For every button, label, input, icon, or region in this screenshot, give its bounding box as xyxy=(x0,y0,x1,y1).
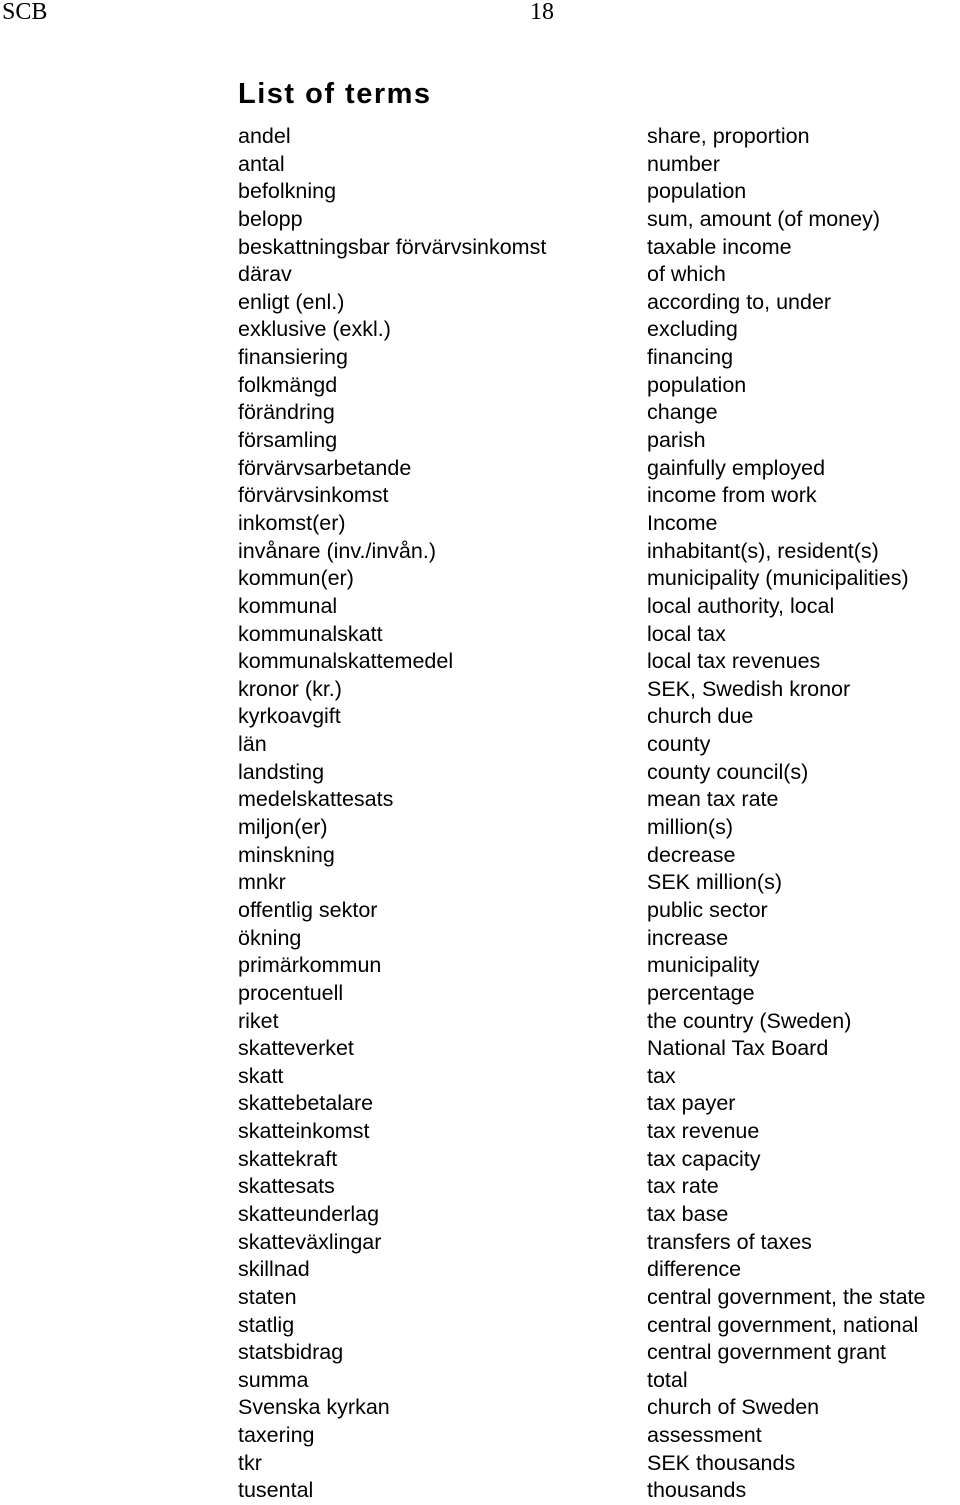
swedish-term: finansiering xyxy=(238,345,348,370)
english-translation: SEK million(s) xyxy=(647,870,782,895)
term-row xyxy=(0,703,960,731)
english-translation: public sector xyxy=(647,897,768,922)
english-translation: central government, national xyxy=(647,1312,919,1337)
english-translation: local tax xyxy=(647,621,726,646)
english-translation: transfers of taxes xyxy=(647,1229,812,1254)
swedish-term: procentuell xyxy=(238,980,344,1005)
english-translation: municipality xyxy=(647,953,760,978)
swedish-term: skatteverket xyxy=(238,1036,354,1061)
english-translation: SEK thousands xyxy=(647,1450,796,1475)
swedish-term: inkomst(er) xyxy=(238,510,346,535)
term-row xyxy=(0,952,960,980)
swedish-term: skatteunderlag xyxy=(238,1201,380,1226)
swedish-term: skatteinkomst xyxy=(238,1119,370,1144)
english-translation: excluding xyxy=(647,317,738,342)
english-translation: tax payer xyxy=(647,1091,736,1116)
term-row xyxy=(0,814,960,842)
english-translation: parish xyxy=(647,428,706,453)
swedish-term: kommun(er) xyxy=(238,566,354,591)
swedish-term: beskattningsbar förvärvsinkomst xyxy=(238,234,547,259)
swedish-term: taxering xyxy=(238,1423,315,1448)
swedish-term: skatteväxlingar xyxy=(238,1229,382,1254)
term-row xyxy=(0,565,960,593)
swedish-term: exklusive (exkl.) xyxy=(238,317,391,342)
english-translation: increase xyxy=(647,925,729,950)
english-translation: financing xyxy=(647,345,734,370)
term-row xyxy=(0,842,960,870)
swedish-term: kommunalskattemedel xyxy=(238,649,454,674)
term-row xyxy=(0,1339,960,1367)
english-translation: according to, under xyxy=(647,289,832,314)
term-row xyxy=(0,1450,960,1478)
english-translation: church of Sweden xyxy=(647,1395,820,1420)
swedish-term: förändring xyxy=(238,400,335,425)
term-row xyxy=(0,869,960,897)
swedish-term: tusental xyxy=(238,1478,314,1503)
term-row xyxy=(0,759,960,787)
term-row xyxy=(0,1146,960,1174)
term-row xyxy=(0,234,960,262)
term-row xyxy=(0,1229,960,1257)
term-row xyxy=(0,1284,960,1312)
term-row xyxy=(0,1173,960,1201)
english-translation: number xyxy=(647,151,720,176)
swedish-term: förvärvsarbetande xyxy=(238,455,412,480)
term-row xyxy=(0,427,960,455)
term-row xyxy=(0,1394,960,1422)
page-title: List of terms xyxy=(238,78,432,110)
english-translation: tax xyxy=(647,1063,676,1088)
english-translation: taxable income xyxy=(647,234,792,259)
term-row xyxy=(0,399,960,427)
swedish-term: minskning xyxy=(238,842,335,867)
swedish-term: kronor (kr.) xyxy=(238,676,342,701)
term-row xyxy=(0,455,960,483)
term-row xyxy=(0,1256,960,1284)
english-translation: local authority, local xyxy=(647,593,835,618)
swedish-term: befolkning xyxy=(238,179,337,204)
english-translation: local tax revenues xyxy=(647,649,821,674)
term-row xyxy=(0,648,960,676)
swedish-term: statlig xyxy=(238,1312,295,1337)
swedish-term: skattesats xyxy=(238,1174,335,1199)
term-row xyxy=(0,261,960,289)
english-translation: million(s) xyxy=(647,815,733,840)
term-row xyxy=(0,123,960,151)
term-row xyxy=(0,1367,960,1395)
page-header xyxy=(0,0,960,28)
term-row xyxy=(0,621,960,649)
english-translation: tax capacity xyxy=(647,1146,761,1171)
term-row xyxy=(0,676,960,704)
english-translation: thousands xyxy=(647,1478,747,1503)
swedish-term: summa xyxy=(238,1367,309,1392)
english-translation: total xyxy=(647,1367,688,1392)
english-translation: of which xyxy=(647,262,726,287)
swedish-term: folkmängd xyxy=(238,372,338,397)
swedish-term: församling xyxy=(238,428,338,453)
term-row xyxy=(0,372,960,400)
swedish-term: landsting xyxy=(238,759,325,784)
english-translation: decrease xyxy=(647,842,736,867)
english-translation: tax revenue xyxy=(647,1119,760,1144)
english-translation: inhabitant(s), resident(s) xyxy=(647,538,879,563)
term-row xyxy=(0,980,960,1008)
header-publisher: SCB xyxy=(2,0,48,25)
term-row xyxy=(0,1201,960,1229)
swedish-term: enligt (enl.) xyxy=(238,289,345,314)
english-translation: National Tax Board xyxy=(647,1036,829,1061)
swedish-term: tkr xyxy=(238,1450,262,1475)
swedish-term: miljon(er) xyxy=(238,815,328,840)
english-translation: gainfully employed xyxy=(647,455,826,480)
english-translation: tax base xyxy=(647,1201,729,1226)
swedish-term: skatt xyxy=(238,1063,284,1088)
english-translation: population xyxy=(647,372,747,397)
swedish-term: skattebetalare xyxy=(238,1091,374,1116)
english-translation: county council(s) xyxy=(647,759,809,784)
term-row xyxy=(0,151,960,179)
english-translation: income from work xyxy=(647,483,817,508)
term-row xyxy=(0,593,960,621)
terms-list xyxy=(0,123,960,1505)
swedish-term: därav xyxy=(238,262,292,287)
swedish-term: mnkr xyxy=(238,870,286,895)
english-translation: the country (Sweden) xyxy=(647,1008,852,1033)
term-row xyxy=(0,344,960,372)
term-row xyxy=(0,731,960,759)
term-row xyxy=(0,1118,960,1146)
term-row xyxy=(0,538,960,566)
swedish-term: offentlig sektor xyxy=(238,897,378,922)
term-row xyxy=(0,1090,960,1118)
swedish-term: kommunal xyxy=(238,593,338,618)
english-translation: Income xyxy=(647,510,718,535)
term-row xyxy=(0,786,960,814)
english-translation: mean tax rate xyxy=(647,787,779,812)
term-row xyxy=(0,178,960,206)
term-row xyxy=(0,1477,960,1505)
english-translation: change xyxy=(647,400,718,425)
english-translation: central government, the state xyxy=(647,1284,926,1309)
swedish-term: belopp xyxy=(238,206,303,231)
term-row xyxy=(0,510,960,538)
english-translation: assessment xyxy=(647,1423,762,1448)
term-row xyxy=(0,482,960,510)
swedish-term: riket xyxy=(238,1008,279,1033)
page-number: 18 xyxy=(530,0,554,25)
swedish-term: invånare (inv./invån.) xyxy=(238,538,436,563)
swedish-term: skattekraft xyxy=(238,1146,338,1171)
swedish-term: kyrkoavgift xyxy=(238,704,341,729)
english-translation: SEK, Swedish kronor xyxy=(647,676,851,701)
term-row xyxy=(0,316,960,344)
term-row xyxy=(0,1422,960,1450)
term-row xyxy=(0,1312,960,1340)
term-row xyxy=(0,897,960,925)
english-translation: church due xyxy=(647,704,754,729)
term-row xyxy=(0,1008,960,1036)
english-translation: municipality (municipalities) xyxy=(647,566,909,591)
term-row xyxy=(0,289,960,317)
english-translation: difference xyxy=(647,1257,742,1282)
english-translation: population xyxy=(647,179,747,204)
english-translation: sum, amount (of money) xyxy=(647,206,881,231)
english-translation: central government grant xyxy=(647,1340,887,1365)
swedish-term: statsbidrag xyxy=(238,1340,344,1365)
swedish-term: län xyxy=(238,732,267,757)
swedish-term: förvärvsinkomst xyxy=(238,483,389,508)
term-row xyxy=(0,206,960,234)
english-translation: share, proportion xyxy=(647,124,810,148)
english-translation: tax rate xyxy=(647,1174,719,1199)
swedish-term: antal xyxy=(238,151,285,176)
term-row xyxy=(0,1035,960,1063)
english-translation: percentage xyxy=(647,980,755,1005)
term-row xyxy=(0,1063,960,1091)
swedish-term: medelskattesats xyxy=(238,787,394,812)
swedish-term: staten xyxy=(238,1284,297,1309)
english-translation: county xyxy=(647,732,711,757)
swedish-term: Svenska kyrkan xyxy=(238,1395,390,1420)
swedish-term: ökning xyxy=(238,925,302,950)
swedish-term: andel xyxy=(238,124,291,148)
swedish-term: primärkommun xyxy=(238,953,382,978)
swedish-term: kommunalskatt xyxy=(238,621,383,646)
swedish-term: skillnad xyxy=(238,1257,310,1282)
term-row xyxy=(0,925,960,953)
